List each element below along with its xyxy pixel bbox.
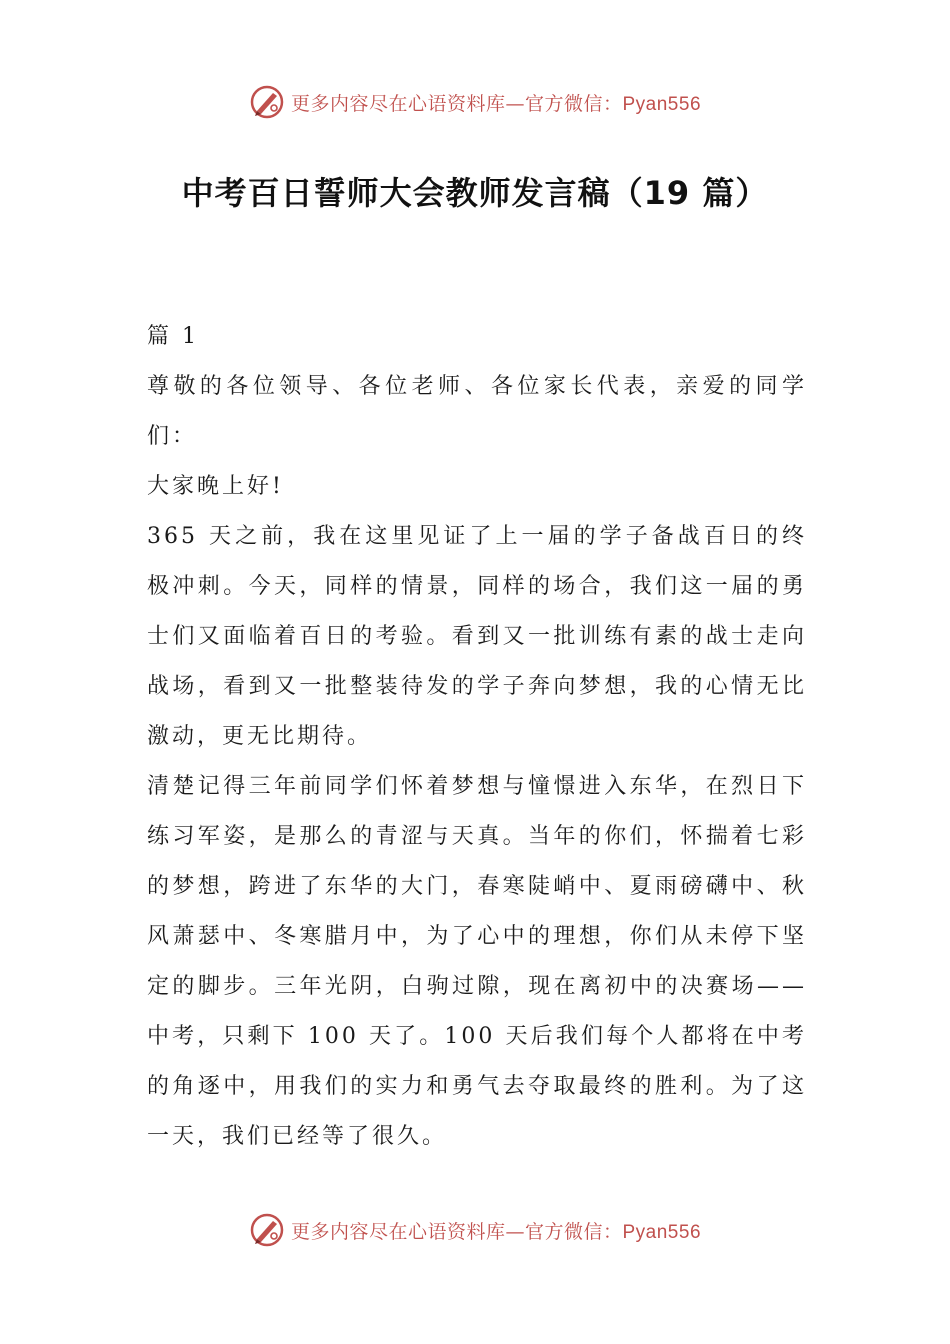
footer-banner-text: 更多内容尽在心语资料库—官方微信：Pyan556 [290, 1220, 702, 1243]
header-contact: Pyan556 [622, 93, 702, 115]
header-banner-text: 更多内容尽在心语资料库—官方微信：Pyan556 [290, 92, 702, 115]
document-title: 中考百日誓师大会教师发言稿（19 篇） [181, 174, 769, 212]
footer-contact: Pyan556 [622, 1221, 702, 1243]
pen-circle-logo-icon [249, 84, 285, 120]
document-body [147, 312, 807, 1162]
paragraph-body-1: 365 天之前，我在这里见证了上一届的学子备战百日的终极冲刺。今天，同样的情景，同样的场合，我们这一届的勇士们又面临着百日的考验。看到又一批训练有素的战士走向战场，看到又一批整装待发的学子奔向梦想，我的心情无比激动，更无比期待。 [147, 524, 807, 749]
paragraph-salutation: 大家晚上好! [147, 474, 284, 499]
paragraph-body-2: 清楚记得三年前同学们怀着梦想与憧憬进入东华，在烈日下练习军姿，是那么的青涩与天真。当年的你们，怀揣着七彩的梦想，跨进了东华的大门，春寒陡峭中、夏雨磅礴中、秋风萧瑟中、冬寒腊月中，为了心中的理想，你们从未停下坚定的脚步。三年光阴，白驹过隙，现在离初中的决赛场——中考，只剩下 100 天了。100 天后我们每个人都将在中考的角逐中，用我们的实力和勇气去夺取最终的胜利。为了这一天，我们已经等了很久。 [147, 774, 807, 1149]
header-banner [0, 82, 950, 122]
footer-banner [0, 1210, 950, 1250]
pen-circle-logo-icon [249, 1212, 285, 1248]
paragraph-greeting: 尊敬的各位领导、各位老师、各位家长代表，亲爱的同学们： [147, 374, 807, 449]
section-label: 篇 1 [147, 324, 199, 349]
